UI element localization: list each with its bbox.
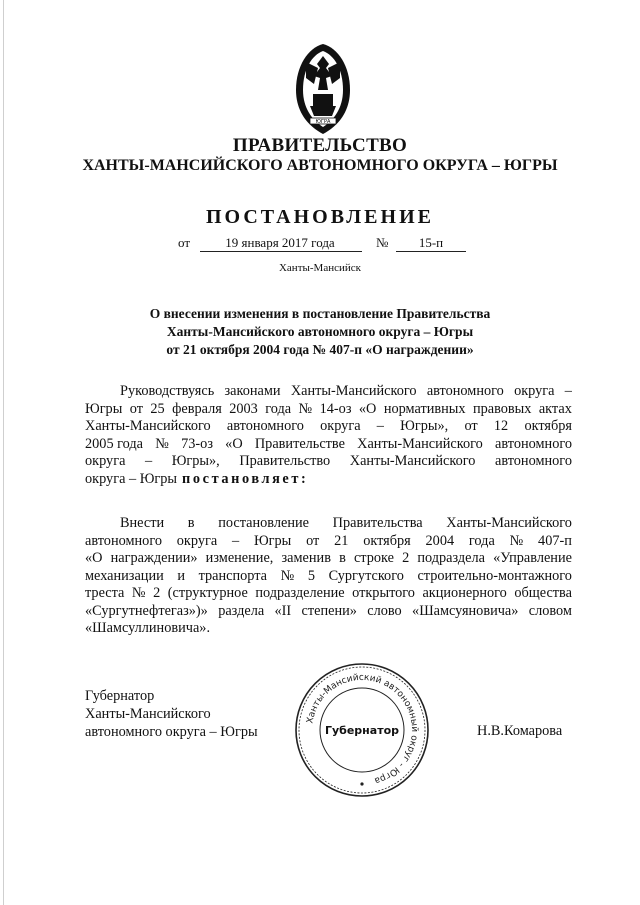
decree-word: постановляет: [182, 470, 309, 487]
word: 2005 года [85, 435, 144, 452]
word: слово [367, 602, 402, 619]
svg-text:Ханты-Мансийский автономный ок: Ханты-Мансийский автономный округ - Югра [305, 672, 420, 786]
word: Руководствуясь [120, 383, 215, 399]
date-prefix: от [178, 235, 191, 250]
word: словом [528, 602, 572, 619]
title-line: от 21 октября 2004 года № 407-п «О награждении» [166, 342, 474, 357]
word: от [306, 532, 320, 549]
word: Ханты-Мансийского [290, 383, 417, 399]
word: Югры», [400, 418, 449, 434]
word: 407-п [538, 532, 572, 549]
word: (структурное [167, 585, 248, 601]
paragraph-line [85, 515, 572, 533]
svg-text:ЮГРА: ЮГРА [315, 119, 331, 125]
word: 2 [153, 585, 161, 601]
word: от [464, 418, 478, 434]
title-line: О внесении изменения в постановление Правительства [149, 306, 491, 321]
word: автономного [226, 418, 304, 434]
word: автономного [85, 532, 162, 549]
word: «О [85, 550, 103, 566]
word: актах [538, 400, 572, 417]
word: округа [85, 453, 126, 469]
word: от [129, 400, 143, 417]
word: степени» [301, 602, 357, 619]
word: «О [225, 435, 243, 452]
word: в [339, 550, 346, 566]
paragraph-decision [85, 515, 572, 638]
word: Ханты-Мансийского [349, 453, 476, 469]
word: строке [353, 550, 394, 566]
word: 5 [307, 567, 315, 584]
paragraph-legal-basis [85, 383, 572, 488]
position-line: Губернатор [85, 688, 155, 704]
date-number-line [178, 235, 478, 253]
document-title [90, 305, 550, 359]
word: № [155, 435, 169, 452]
word: октября [524, 418, 572, 434]
word: подразделение [255, 585, 345, 601]
official-seal [292, 660, 432, 800]
word: «II [274, 602, 292, 619]
paragraph-line [85, 401, 572, 419]
word: заменив [281, 550, 331, 566]
word: Югры [85, 400, 123, 417]
word: года [265, 400, 292, 417]
word: «О [358, 400, 377, 417]
title-line: Ханты-Мансийского автономного округа – Югры [166, 324, 474, 339]
document-date: 19 января 2017 года [225, 235, 335, 250]
word: № [509, 532, 524, 549]
word: Сургутского [328, 567, 404, 584]
word: Внести [120, 515, 165, 531]
seal-center-text: Губернатор [324, 724, 400, 737]
word: № [298, 400, 313, 417]
word: Правительства [332, 515, 423, 531]
paragraph-line [85, 533, 572, 551]
word: строительно-монтажного [417, 567, 572, 584]
word: «Сургутнефтегаз»)» [85, 602, 208, 619]
word: 2003 [229, 400, 258, 417]
signature-position [85, 687, 258, 741]
document-type-heading: ПОСТАНОВЛЕНИЕ [206, 206, 434, 228]
word: округа [320, 418, 361, 434]
word: октября [363, 532, 411, 549]
word: Правительстве [254, 435, 345, 452]
word: Ханты-Мансийского [85, 418, 211, 434]
word: – [144, 453, 153, 469]
paragraph-line [85, 568, 572, 586]
word: треста [85, 585, 125, 601]
paragraph-text: «Шамсуллиновича». [85, 620, 211, 636]
word: 21 [334, 532, 349, 549]
word: автономного [426, 383, 504, 399]
word: награждении» [110, 550, 198, 566]
paragraph-line [85, 436, 572, 454]
word: в [187, 515, 195, 531]
word: 12 [493, 418, 509, 434]
word: изменение, [205, 550, 274, 566]
word: – [564, 383, 572, 399]
word: автономного [494, 453, 572, 469]
word: февраля [172, 400, 222, 417]
word: Югры [253, 532, 292, 549]
paragraph-line [85, 453, 572, 471]
word: 2004 [425, 532, 455, 549]
signer-name: Н.В.Комарова [477, 723, 563, 739]
word: нормативных [383, 400, 466, 417]
city-name: Ханты-Мансийск [278, 262, 361, 274]
word: Югры», [171, 453, 220, 469]
document-number: 15-п [418, 235, 444, 250]
word: Ханты-Мансийского [446, 515, 572, 531]
paragraph-line [85, 418, 572, 436]
word: округа [514, 383, 555, 399]
word: «Управление [493, 550, 572, 566]
word: подраздела [417, 550, 485, 566]
word: – [232, 532, 240, 549]
word: общества [514, 585, 572, 601]
word: 2 [402, 550, 410, 566]
government-name-line2: ХАНТЫ-МАНСИЙСКОГО АВТОНОМНОГО ОКРУГА – ЮГРЫ [82, 157, 558, 174]
word: и [177, 567, 185, 584]
word: 73-оз [181, 435, 213, 452]
word: 25 [150, 400, 165, 417]
word: механизации [85, 567, 164, 584]
word: постановление [218, 515, 309, 531]
paragraph-line [85, 603, 572, 621]
word: – [376, 418, 384, 434]
word: правовых [472, 400, 532, 417]
word: автономного [495, 435, 572, 452]
coat-of-arms-emblem [288, 38, 358, 138]
word: открытого [352, 585, 415, 601]
word: № [280, 567, 295, 584]
word: 14-оз [319, 400, 352, 417]
word: раздела [218, 602, 265, 619]
position-line: автономного округа – Югры [85, 724, 258, 740]
number-prefix: № [376, 235, 389, 250]
word: № [131, 585, 146, 601]
position-line: Ханты-Мансийского [85, 706, 211, 722]
paragraph-line [85, 550, 572, 568]
word: законами [224, 383, 281, 399]
word: Ханты-Мансийского [357, 435, 483, 452]
word: округа [176, 532, 218, 549]
paragraph-line [85, 585, 572, 603]
word: года [468, 532, 495, 549]
paragraph-text: округа – Югры [85, 470, 178, 487]
word: «Шамсуяновича» [412, 602, 519, 619]
government-name-line1: ПРАВИТЕЛЬСТВО [232, 135, 408, 156]
word: Правительство [239, 453, 331, 469]
word: акционерного [422, 585, 507, 601]
paragraph-line [85, 383, 572, 401]
word: транспорта [198, 567, 268, 584]
